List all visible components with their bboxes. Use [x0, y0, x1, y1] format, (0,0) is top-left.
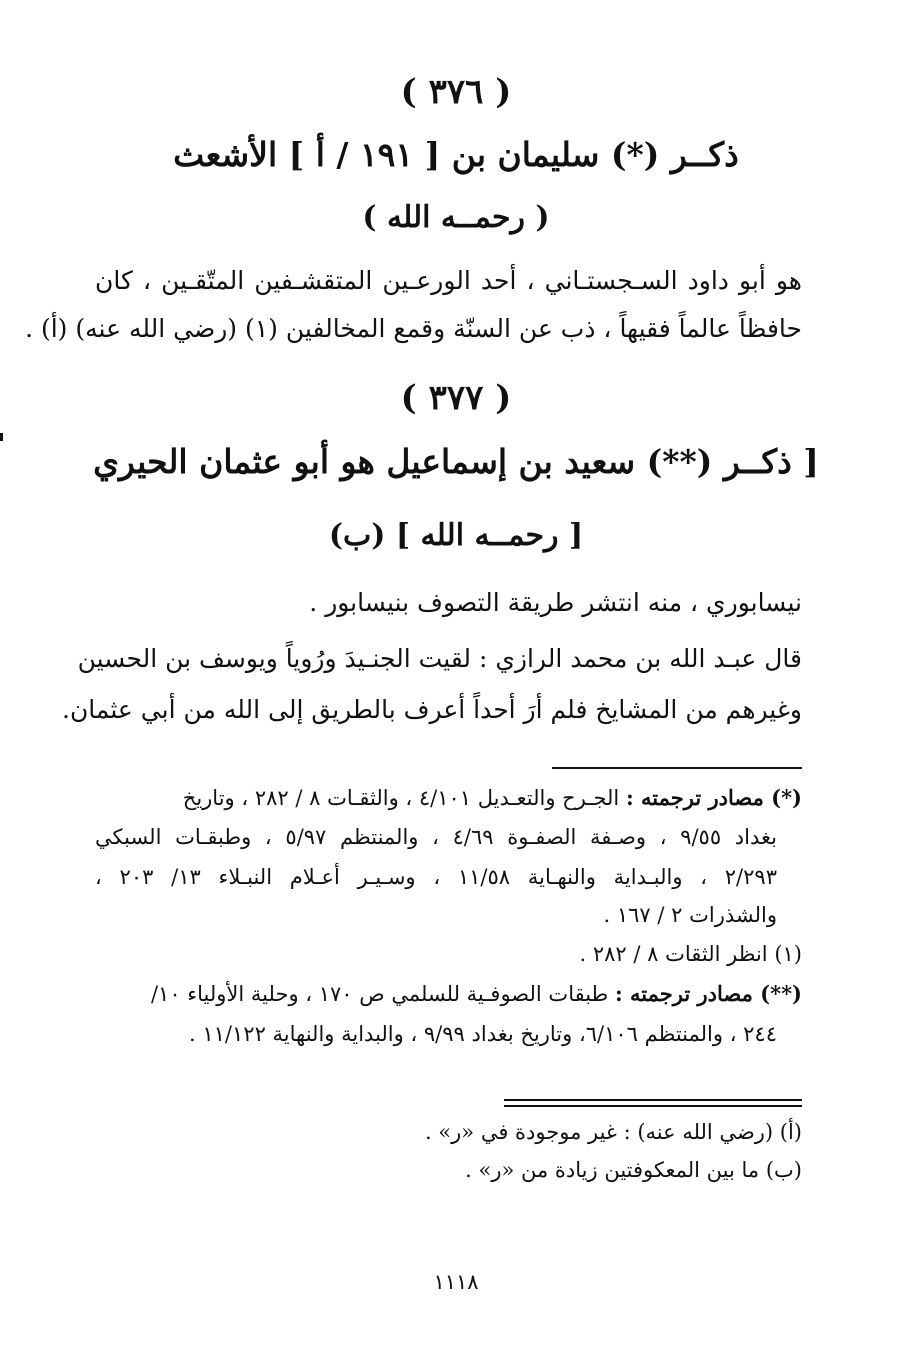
entry-body-376-line2: حافظاً عالماً فقيهاً ، ذب عن السنّة وقمع المخالفين (١) (رضي الله عنه) (أ) . [25, 314, 802, 343]
footnote-sources-1-line4: والشذرات ٢ / ١٦٧ . [603, 903, 777, 927]
footnote-sources-1-label: (*) مصادر ترجمته : [625, 785, 802, 810]
page-number: ١١١٨ [433, 1270, 479, 1294]
entry-number-377: ( ٣٧٧ ) [400, 378, 512, 418]
footnote-sources-1-line3: ٢/٢٩٣ ، والبـداية والنهـاية ١١/٥٨ ، وسـيـر أعـلام النبـلاء ١٣/ ٢٠٣ ، [95, 865, 777, 889]
footnote-sources-2-label: (**) مصادر ترجمته : [614, 981, 802, 1006]
entry-body-376-line1: هو أبو داود السـجستـاني ، أحد الورعـين المتقشـفين المتّقـين ، كان [95, 266, 802, 295]
entry-title-377: [ ذكــر (**) سعيد بن إسماعيل هو أبو عثمان الحيري [93, 442, 819, 481]
variant-note-a: (أ) (رضي الله عنه) : غير موجودة في «ر» . [424, 1120, 802, 1144]
footnote-1: (١) انظر الثقات ٨ / ٢٨٢ . [579, 942, 802, 966]
variant-note-b: (ب) ما بين المعكوفتين زيادة من «ر» . [465, 1158, 802, 1182]
footnote-separator [552, 767, 802, 769]
footnote-sources-2-line1 [95, 981, 802, 1006]
scan-edge-mark [0, 433, 3, 441]
footnote-sources-2-text: طبقات الصوفـية للسلمي ص ١٧٠ ، وحلية الأولياء ١٠/ [150, 982, 609, 1006]
entry-number-376: ( ٣٧٦ ) [400, 72, 512, 112]
entry-body-377-line3: وغيرهم من المشايخ فلم أرَ أحداً أعرف بالطريق إلى الله من أبي عثمان. [62, 695, 802, 724]
variants-separator-top [504, 1099, 802, 1101]
footnote-sources-1-line2: بغداد ٩/٥٥ ، وصـفة الصفـوة ٤/٦٩ ، والمنتظم ٥/٩٧ ، وطبقـات السبكي [95, 825, 777, 849]
entry-title-376: ذكــر (*) سليمان بن [ ١٩١ / أ ] الأشعث [173, 135, 739, 174]
entry-subtitle-377: [ رحمــه الله ] (ب) [328, 518, 584, 553]
entry-body-377-line1: نيسابوري ، منه انتشر طريقة التصوف بنيسابور . [309, 588, 802, 617]
entry-subtitle-376: ( رحمــه الله ) [362, 200, 550, 235]
footnote-sources-1-line1 [95, 785, 802, 810]
footnote-sources-1-text: الجـرح والتعـديل ٤/١٠١ ، والثقـات ٨ / ٢٨٢ ، وتاريخ [182, 786, 620, 810]
variants-separator-bottom [504, 1105, 802, 1107]
entry-body-377-line2: قال عبـد الله بن محمد الرازي : لقيت الجنـيدَ ورُوياً ويوسف بن الحسين [77, 644, 802, 673]
footnote-sources-2-line2: ٢٤٤ ، والمنتظم ٦/١٠٦، وتاريخ بغداد ٩/٩٩ ، والبداية والنهاية ١١/١٢٢ . [189, 1022, 777, 1046]
